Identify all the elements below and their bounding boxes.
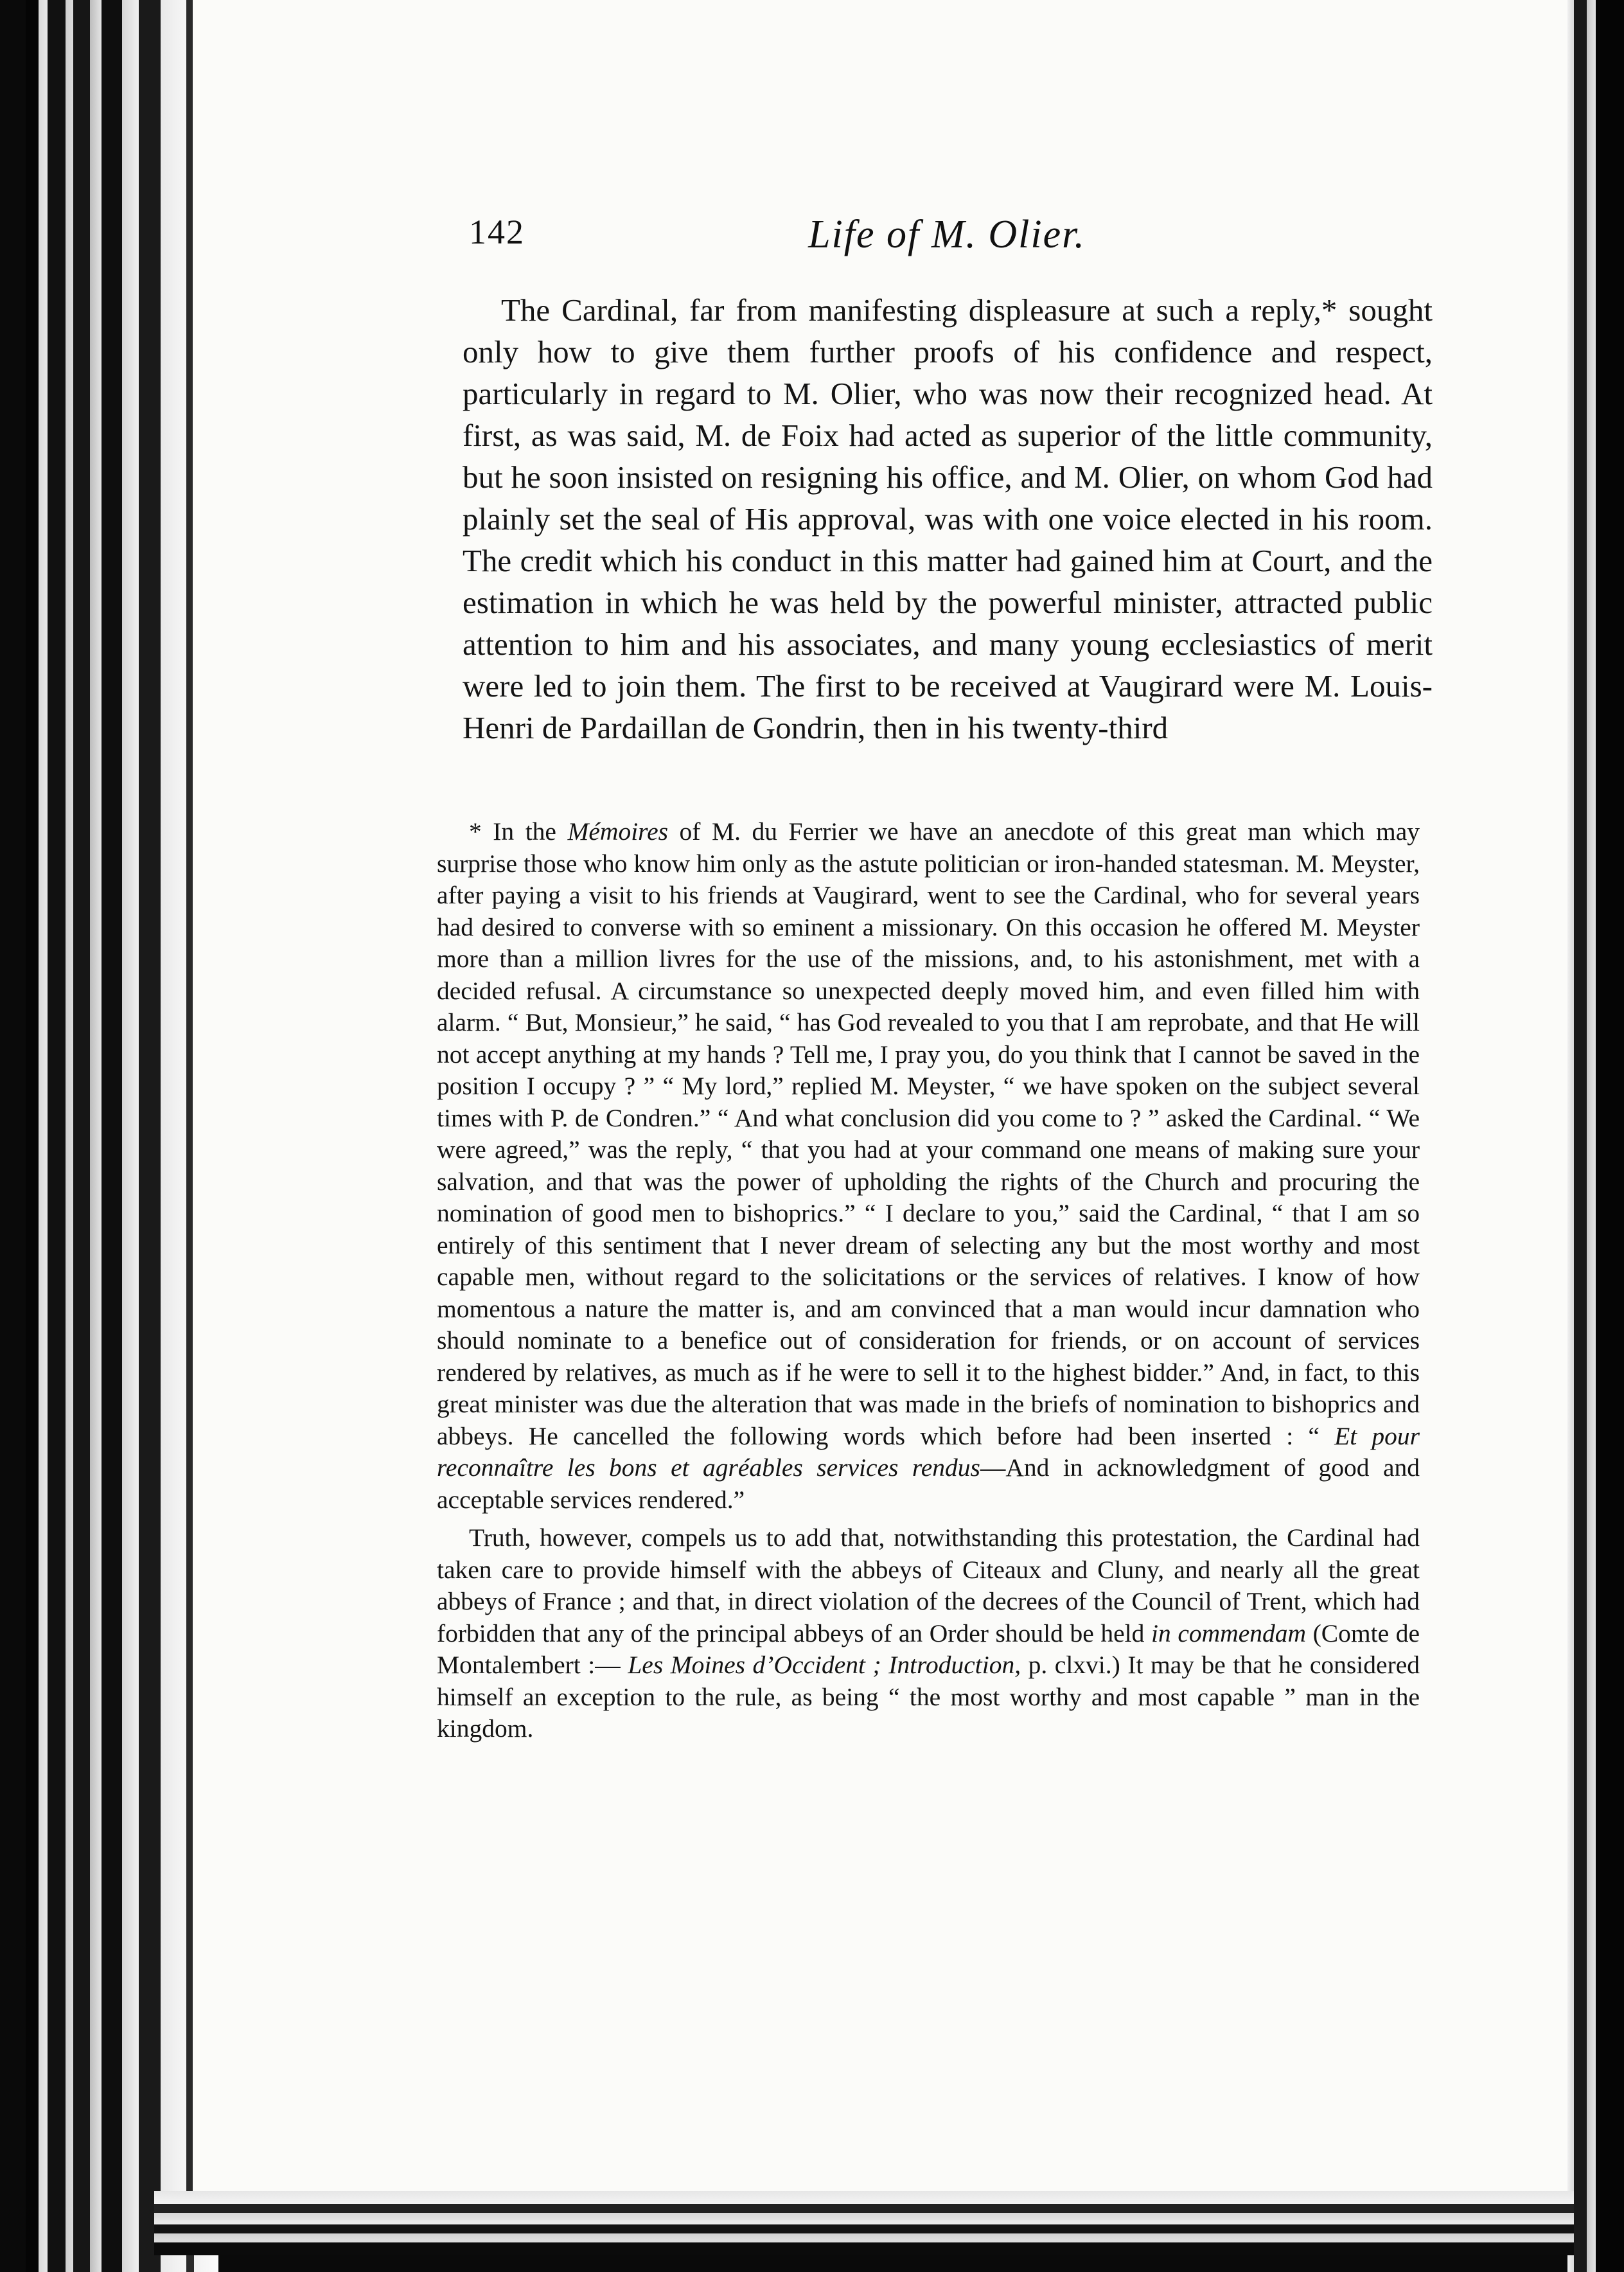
footnote-text: Truth, however, compels us to add that, notwithstanding this protestation, the Cardinal had taken care to provide himself with the abbeys of Citeaux and Cluny, and nearly all the great abbeys of France ; and that, in direct violation of the decrees of the Council of Trent, which had forbidden that any of the principal abbeys of an Order should be held [437,1523,1420,1647]
footnote-italic-text: Les Moines d’Occident ; Introduction, [628,1651,1021,1679]
page-right-edge [1567,0,1624,2272]
book-binding [26,0,218,2272]
footnote-text: of M. du Ferrier we have an anecdote of this great man which may surprise those who know him only as the astute politician or iron-handed statesman. M. Meyster, after paying a visit to his friends at Vaugirard, went to see the Cardinal, who for several years had desired to converse with so eminent a missionary. On this occasion he offered M. Meyster more than a million livres for the use of the missions, and, to his astonishment, met with a decided refusal. A circumstance so unexpected deeply moved him, and even filled him with alarm. “ But, Monsieur,” he said, “ has God revealed to you that I am reprobate, and that He will not accept anything at my hands ? Tell me, I pray you, do you think that I cannot be saved in the position I occupy ? ” “ My lord,” replied M. Meyster, “ we have spoken on the subject several times with P. de Condren.” “ And what conclusion did you come to ? ” asked the Cardinal. “ We were agreed,” was the reply, “ that you had at your command one means of making sure your salvation, and that was the power of upholding the rights of the Church and procuring the nomination of good men to bishoprics.” “ I declare to you,” said the Cardinal, “ that I am so entirely of this sentiment that I never dream of selecting any but the most worthy and most capable men, without regard to the solicitations or the services of relatives. I know of how momentous a nature the matter is, and am convinced that a man would incur damnation who should nominate to a benefice out of consideration for friends, or on account of services rendered by relatives, as much as if he were to sell it to the highest bidder.” And, in fact, to this great minister was due the alteration that was made in the briefs of nomination to bishoprics and abbeys. He cancelled the following words which before had been inserted : “ [437,817,1420,1450]
page-number: 142 [469,213,525,251]
running-head-area [270,212,1439,296]
footnote-paragraph-2 [437,1522,1420,1745]
running-title: Life of M. Olier. [808,213,1086,256]
body-paragraph: The Cardinal, far from manifesting displeasure at such a reply,* sought only how to give them further proofs of his confidence and respect, particularly in regard to M. Olier, who was now their recognized head. At first, as was said, M. de Foix had acted as superior of the little community, but he soon insisted on resigning his office, and M. Olier, on whom God had plainly set the seal of His approval, was with one voice elected in his room. The credit which his conduct in this matter had gained him at Court, and the estimation in which he was held by the powerful minister, attracted public attention to him and his associates, and many young ecclesiastics of merit were led to join them. The first to be received at Vaugirard were M. Louis-Henri de Pardaillan de Gondrin, then in his twenty-third [463,292,1433,745]
footnote-text: p. clxvi.) It may be that he considered himself an exception to the rule, as being “ the most worthy and most capable ” man in the kingdom. [437,1651,1420,1743]
footnote-italic-text: Mémoires [567,817,668,846]
footnote-text: —And in acknowledgment of good and acceptable services rendered.” [437,1453,1420,1514]
footnote-paragraph-1 [437,816,1420,1516]
footnote-italic-text: Et pour reconnaître les bons et agréables services rendus [437,1421,1420,1482]
footnote-text: (Comte de Montalembert :— [437,1619,1420,1679]
footnote-text: * In the [469,817,568,846]
page-bottom-edge [154,2191,1574,2255]
footnote-italic-text: in commendam [1151,1619,1306,1647]
running-head [270,212,1439,283]
footnote [437,816,1420,1752]
